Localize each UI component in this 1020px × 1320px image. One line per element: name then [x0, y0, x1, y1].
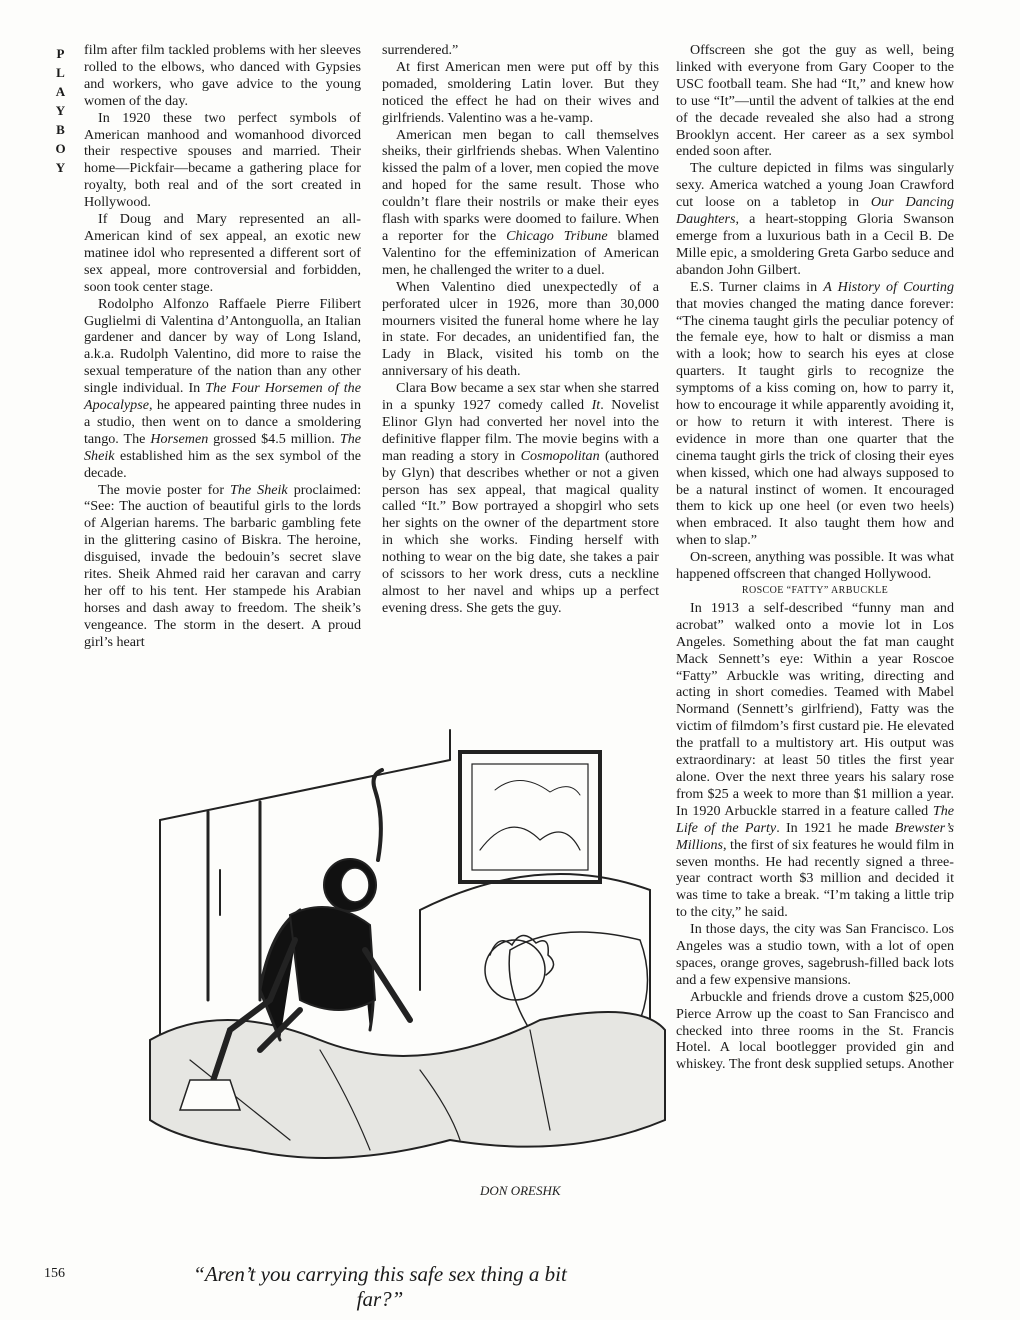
paragraph: The culture depicted in films was singularly sexy. America watched a young Joan Crawford cut loose on a tabletop in Our Dancing Daughters, a heart-stopping Gloria Swanson emerge from a luxurious bath in a Cecil B. De Mille epic, a smoldering Greta Garbo seduce and abandon John Gilbert.: [676, 160, 954, 278]
sidebar-letter: L: [56, 65, 66, 80]
paragraph: Arbuckle and friends drove a custom $25,000 Pierce Arrow up the coast to San Francisco and checked into three rooms in the St. Francis Hotel. A local bootlegger provided gin and whiskey. The front desk supplied setups. Another: [676, 988, 954, 1073]
article-column-3: [676, 42, 954, 1073]
magazine-sidebar-logo: [52, 44, 70, 177]
paragraph: At first American men were put off by this pomaded, smoldering Latin lover. But they noticed the effect he had on their wives and girlfriends. Valentino was a he-vamp.: [382, 58, 659, 126]
article-column-2: [382, 42, 659, 617]
paragraph: American men began to call themselves sheiks, their girlfriends shebas. When Valentino kissed the palm of a lover, men copied the move and hoped for the same result. Those who couldn’t flare their nostrils or make their eyes flash with sparks were doomed to failure. When a reporter for the Chicago Tribune blamed Valentino for the effeminization of American men, he challenged the writer to a duel.: [382, 126, 659, 278]
cartoon-signature: DON ORESHK: [480, 1183, 561, 1198]
cartoon-caption: “Aren’t you carrying this safe sex thing a bit far?”: [193, 1262, 567, 1311]
paragraph: In those days, the city was San Francisco. Los Angeles was a studio town, with a lot of open spaces, orange groves, sagebrush-filled back lots and a few expensive mansions.: [676, 921, 954, 988]
paragraph: Offscreen she got the guy as well, being linked with everyone from Gary Cooper to the USC football team. She had “It,” and knew how to use “It”—until the advent of talkies at the end of the decade revealed she also had a strong Brooklyn accent. Her career as a sex symbol ended soon after.: [676, 42, 954, 160]
paragraph: In 1913 a self-described “funny man and acrobat” walked onto a movie lot in Los Angeles. Something about the fat man caught Mack Sennett’s eye: Within a year Roscoe “Fatty” Arbuckle was writing, directing and acting in short comedies. Teamed with Mabel Normand (Sennett’s girlfriend), Fatty was the victim of filmdom’s first custard pie. He elevated the pratfall to a multistory art. His output was extraordinary: at least 50 titles the first year alone. Over the next three years his salary rose from $25 a week to more than $1 million a year. In 1920 Arbuckle starred in a feature called The Life of the Party. In 1921 he made Brewster’s Millions, the first of six features he would film in seven months. He had recently signed a three-year contract worth $3 million and decided it was time to take a break. “I’m taking a little trip to the city,” he said.: [676, 599, 954, 921]
paragraph: film after film tackled problems with her sleeves rolled to the elbows, who danced with Gypsies and workers, who gave advice to the young women of the day.: [84, 42, 361, 109]
sidebar-letter: A: [55, 84, 67, 99]
paragraph: E.S. Turner claims in A History of Courting that movies changed the mating dance forever: “The cinema taught girls the peculiar potency of the female eye, how to halt or dismiss a man with a look; how to search his eyes at close quarters. It taught girls to recognize the symptoms of a kiss coming on, how to parry it, how to encourage it while apparently avoiding it, or how to return it with interest. There is evidence in more than one quarter that the cinema taught girls the trick of closing their eyes when kissed, which one had always supposed to be a natural instinct of women. It encouraged them to kick up one heel (or even two heels) when embraced. It also taught them how and when to slap.”: [676, 278, 954, 549]
page-number: 156: [44, 1266, 65, 1281]
paragraph: In 1920 these two perfect symbols of American manhood and womanhood divorced their respective spouses and married. Their home—Pickfair—became a gathering place for royalty, both real and of the sort created in Hollywood.: [84, 109, 361, 211]
paragraph: If Doug and Mary represented an all-American kind of sex appeal, an exotic new matinee idol who represented a different sort of sex appeal, more controversial and forbidden, soon took center stage.: [84, 211, 361, 295]
paragraph: Rodolpho Alfonzo Raffaele Pierre Filibert Guglielmi di Valentina d’Antonguolla, an Italian gardener and dancer by way of Long Island, a.k.a. Rudolph Valentino, did more to raise the sexual temperature of the nation than any other single individual. In The Four Horsemen of the Apocalypse, he appeared painting three nudes in a studio, then went on to dance a smoldering tango. The Horsemen grossed $4.5 million. The Sheik established him as the sex symbol of the decade.: [84, 295, 361, 481]
cartoon-illustration: [120, 700, 670, 1240]
sidebar-letter: Y: [55, 160, 67, 175]
paragraph: The movie poster for The Sheik proclaimed: “See: The auction of beautiful girls to the lords of Algerian harems. The barbaric gambling fete in the glittering casino of Biskra. The heroine, disguised, invade the bedouin’s secret slave rites. Sheik Ahmed raid her caravan and carry her off to his tent. Her stampede his Arabian horses and dash away to freedom. The sheik’s vengeance. The storm in the desert. A proud girl’s heart: [84, 481, 361, 650]
paragraph: surrendered.”: [382, 42, 459, 58]
sidebar-letter: Y: [55, 103, 67, 118]
sidebar-letter: B: [56, 122, 66, 137]
paragraph: On-screen, anything was possible. It was what happened offscreen that changed Hollywood.: [676, 549, 954, 583]
article-column-1: [84, 42, 361, 651]
section-subhead: ROSCOE “FATTY” ARBUCKLE: [741, 585, 889, 596]
sidebar-letter: O: [55, 141, 67, 156]
sidebar-letter: P: [56, 46, 66, 61]
paragraph: When Valentino died unexpectedly of a perforated ulcer in 1926, more than 30,000 mourners visited the funeral home where he lay in state. For decades, an unidentified fan, the Lady in Black, visited his tomb on the anniversary of his death.: [382, 278, 659, 380]
paragraph: Clara Bow became a sex star when she starred in a spunky 1927 comedy called It. Novelist Elinor Glyn had converted her novel into the definitive flapper film. The movie begins with a man reading a story in Cosmopolitan (authored by Glyn) that describes whether or not a given person has sex appeal, that magical quality called “It.” Bow portrayed a shopgirl who sets her sights on the owner of the department store in which she works. Finding herself with nothing to wear on the big date, she takes a pair of scissors to her work dress, cuts a neckline almost to her navel and whips up a perfect evening dress. She gets the guy.: [382, 380, 660, 616]
cartoon-drawing: [120, 700, 670, 1240]
